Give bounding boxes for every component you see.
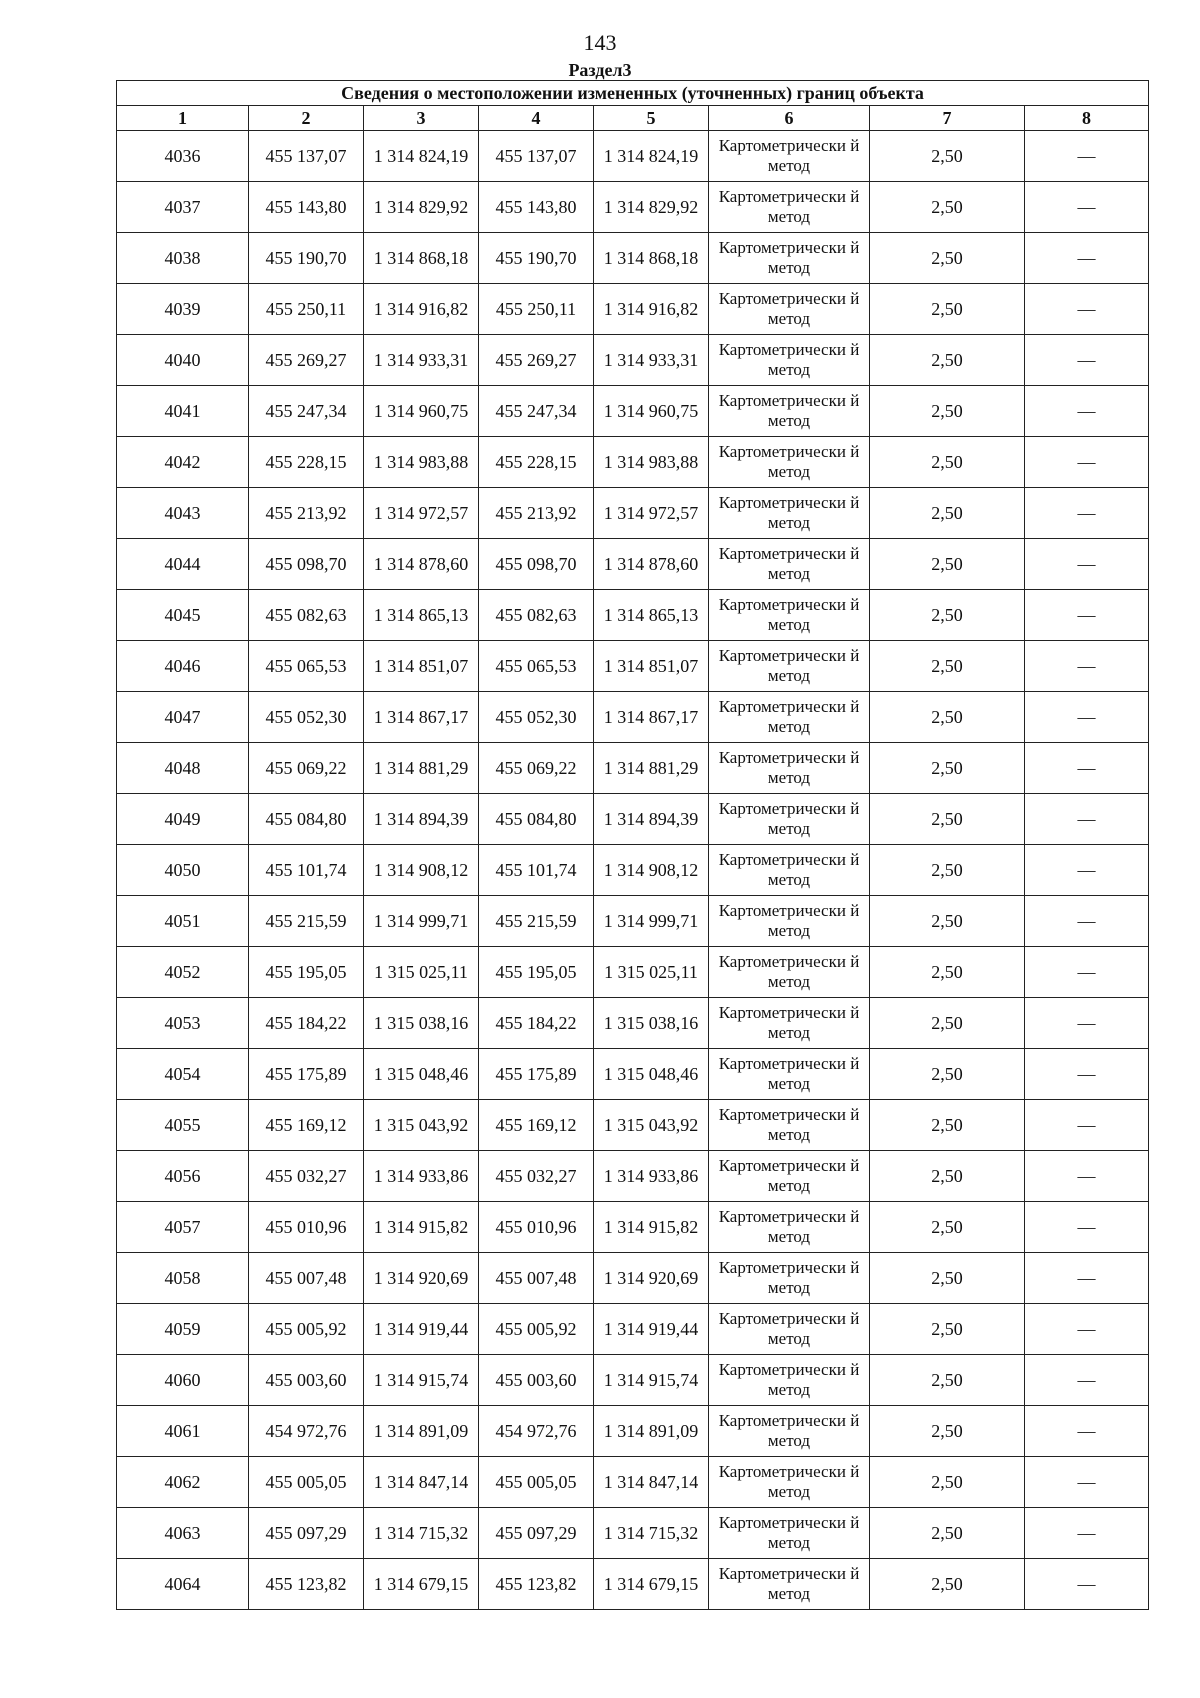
table-row: [117, 1559, 1149, 1610]
description-cell: —: [1025, 1559, 1149, 1610]
method-cell: Картометрически й метод: [709, 233, 870, 284]
x-existing-cell: 455 097,29: [249, 1508, 364, 1559]
point-number-cell: 4061: [117, 1406, 249, 1457]
accuracy-cell: 2,50: [870, 1100, 1025, 1151]
y-new-cell: 1 314 851,07: [594, 641, 709, 692]
x-existing-cell: 455 101,74: [249, 845, 364, 896]
accuracy-cell: 2,50: [870, 998, 1025, 1049]
method-cell: Картометрически й метод: [709, 335, 870, 386]
accuracy-cell: 2,50: [870, 641, 1025, 692]
table-caption: Сведения о местоположении измененных (уточненных) границ объекта: [117, 81, 1149, 106]
y-existing-cell: 1 314 960,75: [364, 386, 479, 437]
accuracy-cell: 2,50: [870, 437, 1025, 488]
x-new-cell: 455 175,89: [479, 1049, 594, 1100]
description-cell: —: [1025, 1457, 1149, 1508]
y-new-cell: 1 314 878,60: [594, 539, 709, 590]
y-new-cell: 1 314 867,17: [594, 692, 709, 743]
x-new-cell: 455 084,80: [479, 794, 594, 845]
method-cell: Картометрически й метод: [709, 896, 870, 947]
x-existing-cell: 455 228,15: [249, 437, 364, 488]
description-cell: —: [1025, 284, 1149, 335]
x-existing-cell: 455 005,92: [249, 1304, 364, 1355]
y-existing-cell: 1 314 865,13: [364, 590, 479, 641]
table-row: [117, 1457, 1149, 1508]
x-existing-cell: 455 065,53: [249, 641, 364, 692]
x-new-cell: 455 123,82: [479, 1559, 594, 1610]
description-cell: —: [1025, 1253, 1149, 1304]
description-cell: —: [1025, 233, 1149, 284]
y-existing-cell: 1 314 933,86: [364, 1151, 479, 1202]
method-cell: Картометрически й метод: [709, 1457, 870, 1508]
point-number-cell: 4039: [117, 284, 249, 335]
y-existing-cell: 1 314 867,17: [364, 692, 479, 743]
x-new-cell: 455 213,92: [479, 488, 594, 539]
x-existing-cell: 455 005,05: [249, 1457, 364, 1508]
description-cell: —: [1025, 539, 1149, 590]
description-cell: —: [1025, 1202, 1149, 1253]
table-row: [117, 692, 1149, 743]
y-existing-cell: 1 314 933,31: [364, 335, 479, 386]
accuracy-cell: 2,50: [870, 1508, 1025, 1559]
accuracy-cell: 2,50: [870, 896, 1025, 947]
method-cell: Картометрически й метод: [709, 1559, 870, 1610]
description-cell: —: [1025, 488, 1149, 539]
description-cell: —: [1025, 1355, 1149, 1406]
y-new-cell: 1 314 829,92: [594, 182, 709, 233]
method-cell: Картометрически й метод: [709, 1049, 870, 1100]
y-existing-cell: 1 315 048,46: [364, 1049, 479, 1100]
method-cell: Картометрически й метод: [709, 488, 870, 539]
description-cell: —: [1025, 590, 1149, 641]
y-existing-cell: 1 314 824,19: [364, 131, 479, 182]
x-existing-cell: 455 010,96: [249, 1202, 364, 1253]
accuracy-cell: 2,50: [870, 794, 1025, 845]
column-number: 3: [364, 106, 479, 131]
y-existing-cell: 1 314 972,57: [364, 488, 479, 539]
description-cell: —: [1025, 1151, 1149, 1202]
point-number-cell: 4044: [117, 539, 249, 590]
method-cell: Картометрически й метод: [709, 692, 870, 743]
x-existing-cell: 455 143,80: [249, 182, 364, 233]
x-new-cell: 455 082,63: [479, 590, 594, 641]
method-cell: Картометрически й метод: [709, 539, 870, 590]
x-new-cell: 455 005,92: [479, 1304, 594, 1355]
point-number-cell: 4045: [117, 590, 249, 641]
point-number-cell: 4062: [117, 1457, 249, 1508]
x-existing-cell: 455 215,59: [249, 896, 364, 947]
x-existing-cell: 455 123,82: [249, 1559, 364, 1610]
point-number-cell: 4059: [117, 1304, 249, 1355]
y-new-cell: 1 314 915,82: [594, 1202, 709, 1253]
column-number-row: [117, 106, 1149, 131]
x-new-cell: 455 143,80: [479, 182, 594, 233]
table-row: [117, 794, 1149, 845]
y-existing-cell: 1 314 916,82: [364, 284, 479, 335]
table-row: [117, 590, 1149, 641]
point-number-cell: 4042: [117, 437, 249, 488]
x-new-cell: 455 101,74: [479, 845, 594, 896]
method-cell: Картометрически й метод: [709, 1406, 870, 1457]
method-cell: Картометрически й метод: [709, 641, 870, 692]
y-new-cell: 1 314 908,12: [594, 845, 709, 896]
method-cell: Картометрически й метод: [709, 794, 870, 845]
table-row: [117, 641, 1149, 692]
x-new-cell: 455 190,70: [479, 233, 594, 284]
x-existing-cell: 455 213,92: [249, 488, 364, 539]
x-existing-cell: 455 184,22: [249, 998, 364, 1049]
y-existing-cell: 1 315 043,92: [364, 1100, 479, 1151]
point-number-cell: 4036: [117, 131, 249, 182]
x-existing-cell: 455 250,11: [249, 284, 364, 335]
accuracy-cell: 2,50: [870, 743, 1025, 794]
description-cell: —: [1025, 641, 1149, 692]
column-number: 4: [479, 106, 594, 131]
table-row: [117, 284, 1149, 335]
point-number-cell: 4057: [117, 1202, 249, 1253]
y-new-cell: 1 314 865,13: [594, 590, 709, 641]
x-new-cell: 455 032,27: [479, 1151, 594, 1202]
x-existing-cell: 455 084,80: [249, 794, 364, 845]
accuracy-cell: 2,50: [870, 233, 1025, 284]
accuracy-cell: 2,50: [870, 182, 1025, 233]
point-number-cell: 4053: [117, 998, 249, 1049]
method-cell: Картометрически й метод: [709, 1100, 870, 1151]
description-cell: —: [1025, 182, 1149, 233]
table-body: [117, 131, 1149, 1610]
description-cell: —: [1025, 437, 1149, 488]
description-cell: —: [1025, 743, 1149, 794]
x-existing-cell: 455 169,12: [249, 1100, 364, 1151]
y-new-cell: 1 314 715,32: [594, 1508, 709, 1559]
table-row: [117, 1355, 1149, 1406]
method-cell: Картометрически й метод: [709, 284, 870, 335]
y-new-cell: 1 314 933,86: [594, 1151, 709, 1202]
table-row: [117, 743, 1149, 794]
description-cell: —: [1025, 131, 1149, 182]
column-number: 6: [709, 106, 870, 131]
y-new-cell: 1 315 038,16: [594, 998, 709, 1049]
x-existing-cell: 455 007,48: [249, 1253, 364, 1304]
accuracy-cell: 2,50: [870, 1202, 1025, 1253]
point-number-cell: 4038: [117, 233, 249, 284]
y-new-cell: 1 315 025,11: [594, 947, 709, 998]
accuracy-cell: 2,50: [870, 1559, 1025, 1610]
point-number-cell: 4050: [117, 845, 249, 896]
y-existing-cell: 1 314 715,32: [364, 1508, 479, 1559]
y-new-cell: 1 314 824,19: [594, 131, 709, 182]
method-cell: Картометрически й метод: [709, 1151, 870, 1202]
y-existing-cell: 1 314 920,69: [364, 1253, 479, 1304]
accuracy-cell: 2,50: [870, 590, 1025, 641]
y-new-cell: 1 314 847,14: [594, 1457, 709, 1508]
table-row: [117, 998, 1149, 1049]
description-cell: —: [1025, 896, 1149, 947]
description-cell: —: [1025, 335, 1149, 386]
x-new-cell: 454 972,76: [479, 1406, 594, 1457]
method-cell: Картометрически й метод: [709, 182, 870, 233]
y-new-cell: 1 315 048,46: [594, 1049, 709, 1100]
description-cell: —: [1025, 1304, 1149, 1355]
method-cell: Картометрически й метод: [709, 386, 870, 437]
y-existing-cell: 1 314 881,29: [364, 743, 479, 794]
column-number: 8: [1025, 106, 1149, 131]
point-number-cell: 4051: [117, 896, 249, 947]
point-number-cell: 4060: [117, 1355, 249, 1406]
accuracy-cell: 2,50: [870, 1151, 1025, 1202]
point-number-cell: 4054: [117, 1049, 249, 1100]
x-new-cell: 455 065,53: [479, 641, 594, 692]
table-row: [117, 1151, 1149, 1202]
x-existing-cell: 455 195,05: [249, 947, 364, 998]
y-existing-cell: 1 314 847,14: [364, 1457, 479, 1508]
table-row: [117, 131, 1149, 182]
x-new-cell: 455 052,30: [479, 692, 594, 743]
y-new-cell: 1 314 919,44: [594, 1304, 709, 1355]
x-existing-cell: 454 972,76: [249, 1406, 364, 1457]
point-number-cell: 4040: [117, 335, 249, 386]
accuracy-cell: 2,50: [870, 131, 1025, 182]
point-number-cell: 4043: [117, 488, 249, 539]
boundary-coordinates-table: [116, 80, 1149, 1610]
table-row: [117, 1049, 1149, 1100]
x-existing-cell: 455 052,30: [249, 692, 364, 743]
accuracy-cell: 2,50: [870, 1355, 1025, 1406]
accuracy-cell: 2,50: [870, 1457, 1025, 1508]
method-cell: Картометрически й метод: [709, 1508, 870, 1559]
table-row: [117, 1304, 1149, 1355]
y-new-cell: 1 314 891,09: [594, 1406, 709, 1457]
x-existing-cell: 455 175,89: [249, 1049, 364, 1100]
accuracy-cell: 2,50: [870, 845, 1025, 896]
table-caption-row: [117, 81, 1149, 106]
y-existing-cell: 1 314 919,44: [364, 1304, 479, 1355]
point-number-cell: 4041: [117, 386, 249, 437]
method-cell: Картометрически й метод: [709, 947, 870, 998]
accuracy-cell: 2,50: [870, 488, 1025, 539]
table-row: [117, 1253, 1149, 1304]
x-new-cell: 455 250,11: [479, 284, 594, 335]
x-new-cell: 455 069,22: [479, 743, 594, 794]
y-new-cell: 1 314 999,71: [594, 896, 709, 947]
table-row: [117, 386, 1149, 437]
point-number-cell: 4056: [117, 1151, 249, 1202]
accuracy-cell: 2,50: [870, 1049, 1025, 1100]
x-existing-cell: 455 032,27: [249, 1151, 364, 1202]
x-new-cell: 455 228,15: [479, 437, 594, 488]
table-row: [117, 233, 1149, 284]
x-new-cell: 455 098,70: [479, 539, 594, 590]
y-new-cell: 1 314 679,15: [594, 1559, 709, 1610]
table-row: [117, 1202, 1149, 1253]
accuracy-cell: 2,50: [870, 1253, 1025, 1304]
table-row: [117, 947, 1149, 998]
method-cell: Картометрически й метод: [709, 437, 870, 488]
x-new-cell: 455 010,96: [479, 1202, 594, 1253]
method-cell: Картометрически й метод: [709, 590, 870, 641]
table-row: [117, 488, 1149, 539]
y-new-cell: 1 314 983,88: [594, 437, 709, 488]
x-new-cell: 455 195,05: [479, 947, 594, 998]
description-cell: —: [1025, 794, 1149, 845]
x-new-cell: 455 184,22: [479, 998, 594, 1049]
column-number: 2: [249, 106, 364, 131]
y-new-cell: 1 315 043,92: [594, 1100, 709, 1151]
x-existing-cell: 455 069,22: [249, 743, 364, 794]
method-cell: Картометрически й метод: [709, 1355, 870, 1406]
y-new-cell: 1 314 868,18: [594, 233, 709, 284]
x-existing-cell: 455 137,07: [249, 131, 364, 182]
y-existing-cell: 1 314 908,12: [364, 845, 479, 896]
method-cell: Картометрически й метод: [709, 1202, 870, 1253]
x-existing-cell: 455 269,27: [249, 335, 364, 386]
x-new-cell: 455 005,05: [479, 1457, 594, 1508]
description-cell: —: [1025, 1406, 1149, 1457]
y-existing-cell: 1 314 915,82: [364, 1202, 479, 1253]
y-existing-cell: 1 314 878,60: [364, 539, 479, 590]
x-new-cell: 455 097,29: [479, 1508, 594, 1559]
point-number-cell: 4055: [117, 1100, 249, 1151]
table-row: [117, 1508, 1149, 1559]
column-number: 5: [594, 106, 709, 131]
x-new-cell: 455 215,59: [479, 896, 594, 947]
table-row: [117, 1406, 1149, 1457]
point-number-cell: 4048: [117, 743, 249, 794]
y-new-cell: 1 314 972,57: [594, 488, 709, 539]
y-new-cell: 1 314 915,74: [594, 1355, 709, 1406]
table-row: [117, 182, 1149, 233]
table-row: [117, 335, 1149, 386]
method-cell: Картометрически й метод: [709, 998, 870, 1049]
point-number-cell: 4052: [117, 947, 249, 998]
y-new-cell: 1 314 894,39: [594, 794, 709, 845]
accuracy-cell: 2,50: [870, 386, 1025, 437]
x-new-cell: 455 007,48: [479, 1253, 594, 1304]
y-existing-cell: 1 314 868,18: [364, 233, 479, 284]
x-new-cell: 455 003,60: [479, 1355, 594, 1406]
y-existing-cell: 1 314 915,74: [364, 1355, 479, 1406]
point-number-cell: 4064: [117, 1559, 249, 1610]
x-new-cell: 455 247,34: [479, 386, 594, 437]
method-cell: Картометрически й метод: [709, 743, 870, 794]
y-existing-cell: 1 314 829,92: [364, 182, 479, 233]
table-row: [117, 437, 1149, 488]
column-number: 1: [117, 106, 249, 131]
table-row: [117, 896, 1149, 947]
point-number-cell: 4049: [117, 794, 249, 845]
accuracy-cell: 2,50: [870, 947, 1025, 998]
description-cell: —: [1025, 1508, 1149, 1559]
x-new-cell: 455 137,07: [479, 131, 594, 182]
y-new-cell: 1 314 881,29: [594, 743, 709, 794]
y-existing-cell: 1 314 679,15: [364, 1559, 479, 1610]
table-row: [117, 539, 1149, 590]
x-new-cell: 455 269,27: [479, 335, 594, 386]
y-new-cell: 1 314 916,82: [594, 284, 709, 335]
section-label: Раздел3: [568, 60, 632, 80]
description-cell: —: [1025, 1100, 1149, 1151]
point-number-cell: 4037: [117, 182, 249, 233]
table-row: [117, 1100, 1149, 1151]
y-new-cell: 1 314 920,69: [594, 1253, 709, 1304]
description-cell: —: [1025, 1049, 1149, 1100]
x-existing-cell: 455 082,63: [249, 590, 364, 641]
y-existing-cell: 1 314 999,71: [364, 896, 479, 947]
x-new-cell: 455 169,12: [479, 1100, 594, 1151]
y-existing-cell: 1 314 891,09: [364, 1406, 479, 1457]
accuracy-cell: 2,50: [870, 1304, 1025, 1355]
table-row: [117, 845, 1149, 896]
x-existing-cell: 455 003,60: [249, 1355, 364, 1406]
y-existing-cell: 1 315 038,16: [364, 998, 479, 1049]
point-number-cell: 4047: [117, 692, 249, 743]
column-number: 7: [870, 106, 1025, 131]
description-cell: —: [1025, 386, 1149, 437]
y-existing-cell: 1 315 025,11: [364, 947, 479, 998]
accuracy-cell: 2,50: [870, 335, 1025, 386]
method-cell: Картометрически й метод: [709, 1304, 870, 1355]
y-existing-cell: 1 314 983,88: [364, 437, 479, 488]
method-cell: Картометрически й метод: [709, 845, 870, 896]
point-number-cell: 4063: [117, 1508, 249, 1559]
x-existing-cell: 455 098,70: [249, 539, 364, 590]
description-cell: —: [1025, 845, 1149, 896]
page-number: 143: [583, 30, 617, 55]
method-cell: Картометрически й метод: [709, 131, 870, 182]
accuracy-cell: 2,50: [870, 284, 1025, 335]
y-new-cell: 1 314 933,31: [594, 335, 709, 386]
accuracy-cell: 2,50: [870, 1406, 1025, 1457]
point-number-cell: 4058: [117, 1253, 249, 1304]
y-new-cell: 1 314 960,75: [594, 386, 709, 437]
x-existing-cell: 455 247,34: [249, 386, 364, 437]
y-existing-cell: 1 314 894,39: [364, 794, 479, 845]
y-existing-cell: 1 314 851,07: [364, 641, 479, 692]
description-cell: —: [1025, 947, 1149, 998]
accuracy-cell: 2,50: [870, 539, 1025, 590]
description-cell: —: [1025, 998, 1149, 1049]
x-existing-cell: 455 190,70: [249, 233, 364, 284]
point-number-cell: 4046: [117, 641, 249, 692]
method-cell: Картометрически й метод: [709, 1253, 870, 1304]
accuracy-cell: 2,50: [870, 692, 1025, 743]
description-cell: —: [1025, 692, 1149, 743]
